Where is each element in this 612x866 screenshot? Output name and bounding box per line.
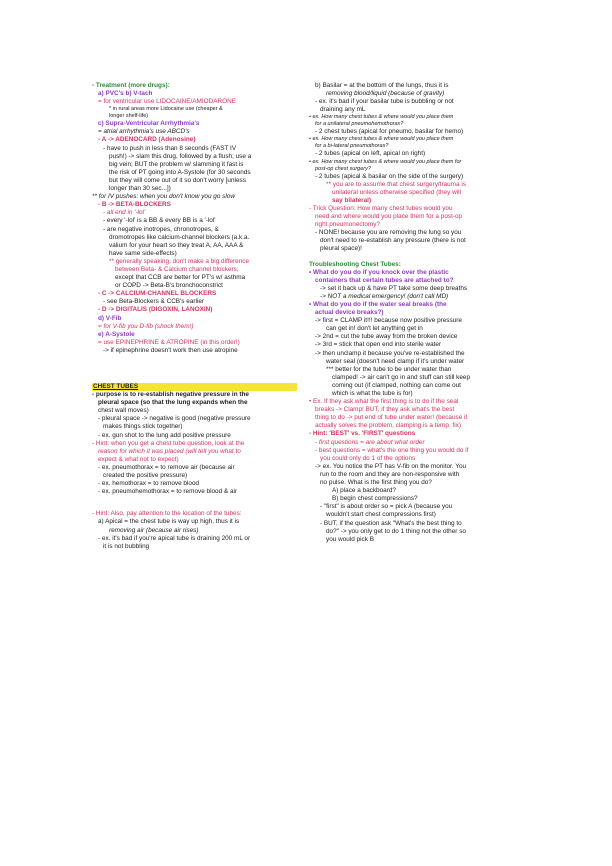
note-line: - BUT, if the question ask "What's the best thing to [320, 519, 462, 527]
note-line: run to the room and they are non-responsive with [320, 470, 460, 478]
note-line: makes things stick together) [103, 423, 183, 431]
spacer [92, 355, 297, 383]
note-line: = use EPINEPHRINE & ATROPINE (in this order!) [98, 338, 240, 346]
note-line: ** you are to assume that chest surgery/trauma is [326, 180, 466, 188]
note-line: - 2 tubes (apical & basilar on the side of the surgery) [315, 172, 464, 180]
note-line: dromotropes like calcium-channel blockers (a.k.a. [109, 233, 250, 241]
note-line: coming out (if clamped, nothing can come out [332, 381, 461, 389]
note-line: • Ex. If they ask what the first thing is to do if the seal [309, 398, 459, 406]
note-line: removing blood/liquid (because of gravity) [326, 90, 445, 98]
note-line: - ex. pneumothorax = to remove air (because air [98, 463, 235, 471]
note-line: but they will come out of it so don't worry [unless [109, 176, 246, 184]
note-line: • ex. How many chest tubes & where would you place them [309, 136, 454, 143]
note-line: longer than 30 sec...]) [109, 185, 171, 193]
note-line: * in rural areas more Lidocaine use (cheaper & [109, 106, 223, 113]
note-line: except that CCB are better for PT's w/ asthma [115, 274, 246, 282]
note-line: e) A-Systole [98, 330, 135, 338]
note-line: d) V-Fib [98, 314, 122, 322]
note-line: - have to push in less than 8 seconds (FAST IV [103, 144, 237, 152]
note-line: *** better for the tube to be under water than [326, 365, 452, 373]
note-line: b) Basilar = at the bottom of the lungs, thus it is [315, 82, 449, 89]
note-line: -> 3rd = stick that open end into sterile water [315, 341, 442, 349]
note-line: • What do you do if the water seal breaks (the [309, 300, 447, 308]
note-line: -> ex. You notice the PT has V-fib on the monitor. You [315, 462, 467, 470]
note-line: thing to do -> put end of tube under water! (because it [315, 414, 468, 422]
note-line: - are negative inotropes, chronotropes, & [103, 225, 219, 233]
note-line: for a unilateral pneumohemothorax? [315, 121, 404, 128]
note-line: - C -> CALCIUM-CHANNEL BLOCKERS [98, 290, 217, 298]
note-line: chest wall moves) [98, 407, 149, 415]
note-line: reason for which it was placed (will tell you what to [98, 447, 241, 455]
note-line: - best questions = what's the one thing you would do if [315, 446, 469, 454]
note-line: need and where would you place them for a post-op [315, 213, 463, 221]
note-line: water seal (doesn't need clamp if it's under water [326, 357, 465, 365]
note-line: A) place a backboard? [332, 487, 396, 495]
note-line: -> if epinephrine doesn't work then use atropine [103, 346, 238, 354]
note-line: valium for your heart so they treat A, AA, AAA & [109, 241, 244, 249]
note-line: - pleural space -> negative is good (negative pressure [98, 415, 251, 423]
note-line: -> set it back up & have PT take some deep breaths [320, 284, 468, 292]
note-line: the risk of PT going into A-Systole (for 30 seconds [109, 168, 251, 176]
note-line: = for ventricular use LIDOCAINE/AMIODARONE [98, 98, 236, 106]
note-line: = atrial arrhythmia's use ABCD's [98, 128, 190, 136]
note-line: or COPD -> Beta-B's bronchoconstrict [115, 282, 223, 290]
note-line: created the positive pressure) [103, 472, 188, 480]
right-column [309, 82, 523, 544]
note-line: - first questions = are about what order [315, 438, 425, 446]
note-line: - D -> DIGITALIS (DIGOXIN, LANOXIN) [98, 306, 213, 314]
spacer [92, 496, 297, 510]
note-line: longer shelf-life) [109, 113, 149, 120]
note-line: - ex. gun shot to the lung add positive pressure [98, 431, 231, 439]
note-line: do?" -> you only get to do 1 thing not the other so [326, 527, 466, 535]
note-line: • What do you do if you knock over the plastic [309, 268, 449, 276]
note-line: - every '-lol' is a BB & every BB is a '-lol' [103, 217, 216, 225]
left-column [92, 82, 297, 551]
note-line: big vein; BUT the problem w/ slamming it fast is [109, 160, 244, 168]
note-line: -> NOT a medical emergency! (don't call MD) [320, 292, 449, 300]
note-line: - Hint: Also, pay attention to the location of the tubes: [92, 510, 242, 518]
note-line: wouldn't start chest compressions first) [326, 511, 436, 519]
note-line: - NONE! because you are removing the lung so you [315, 229, 462, 237]
note-line: breaks -> Clamp! BUT, if they ask what's the best [315, 406, 455, 414]
note-line: - ex. it's bad if your basilar tube is bubbling or not [315, 98, 454, 106]
note-line: c) Supra-Ventricular Arrhythmia's [98, 120, 200, 128]
note-line: clamped! -> air can't go in and stuff can still keep [332, 373, 471, 381]
note-line: - A -> ADENOCARD (Adenosine) [98, 136, 196, 144]
note-line: can get in! don't let anything get in [326, 325, 423, 333]
note-line: = for V-fib you D-fib (shock them!) [98, 322, 194, 330]
note-line: right pneumonectomy? [315, 221, 381, 229]
note-line: - Treatment (more drugs): [92, 82, 170, 89]
spacer [309, 254, 523, 261]
note-line: - ex. hemothorax = to remove blood [98, 480, 200, 488]
note-line: actual device breaks?) [315, 309, 384, 317]
note-line: which is what the tube is for) [332, 390, 413, 397]
note-line: B) begin chest compressions? [332, 495, 418, 503]
note-line: have same side-effects) [109, 249, 177, 257]
note-line: say bilateral) [332, 196, 372, 204]
note-line: pleural space)! [320, 245, 362, 253]
note-line: containers that certain tubes are attached to? [315, 276, 454, 284]
note-line: -> then unclamp it because you've re-established the [315, 349, 465, 357]
note-line: draining any mL [320, 106, 366, 114]
note-line: - 2 tubes (apical on left, apical on right) [315, 150, 426, 158]
note-line: • ex. How many chest tubes & where would you place them for [309, 158, 462, 165]
note-line: actually solves the problem, clamping is a temp. fix) [315, 422, 461, 430]
note-line: - B -> BETA-BLOCKERS [98, 201, 171, 209]
note-line: CHEST TUBES [92, 383, 297, 391]
note-line: - all end in '-lol' [103, 209, 146, 217]
note-line: between Beta- & Calcium channel blockers; [115, 265, 239, 273]
note-line: pleural space (so that the lung expands when the [98, 399, 248, 407]
note-line: a) PVC's b) V-tach [98, 90, 153, 98]
note-line: expect & what not to expect) [98, 455, 179, 463]
note-line: - purpose is to re-establish negative pressure in the [92, 391, 249, 399]
note-line: • ex. How many chest tubes & where would you place them [309, 114, 454, 121]
note-line: you would pick B [326, 535, 374, 543]
note-line: it is not bubbling [103, 542, 150, 550]
note-line: -> first = CLAMP it!!! because now positive pressure [315, 317, 462, 325]
note-line: ** generally speaking, don't make a big difference [109, 257, 250, 265]
note-line: unilateral unless otherwise specified (they will [332, 188, 461, 196]
note-line: you could only do 1 of the options [320, 454, 416, 462]
note-line: -> 2nd = cut the tube away from the broken device [315, 333, 458, 341]
note-line: Troubleshooting Chest Tubes: [309, 260, 401, 268]
note-line: - ex. pneumohemothorax = to remove blood & air [98, 488, 238, 496]
note-line: no pulse. What is the first thing you do? [320, 479, 432, 487]
note-line: post-op chest surgery? [315, 165, 371, 172]
note-line: - 2 chest tubes (apical for pneumo, basilar for hemo) [315, 128, 464, 136]
note-line: - Hint: 'BEST' vs. 'FIRST' questions [309, 430, 416, 438]
note-line: - Trick Question: How many chest tubes would you [309, 204, 453, 212]
note-line: a) Apical = the chest tube is way up high, thus it is [98, 518, 240, 526]
note-line: don't need to re-establish any pressure (there is not [320, 237, 466, 245]
note-line: - "first" is about order so = pick A (because you [320, 503, 453, 511]
note-line: - see Beta-Blockers & CCB's earlier [103, 298, 205, 306]
note-line: removing air (because air rises) [109, 526, 199, 534]
note-line: push!) -> slam this drug, followed by a flush; use a [109, 152, 252, 160]
note-line: - ex. it's bad if you're apical tube is draining 200 mL or [98, 534, 251, 542]
note-line: - Hint: when you get a chest tube question, look at the [92, 439, 245, 447]
note-line: ** for IV pushes: when you don't know you go slow [92, 193, 235, 201]
note-line: for a bi-lateral pneumothorax? [315, 143, 389, 150]
